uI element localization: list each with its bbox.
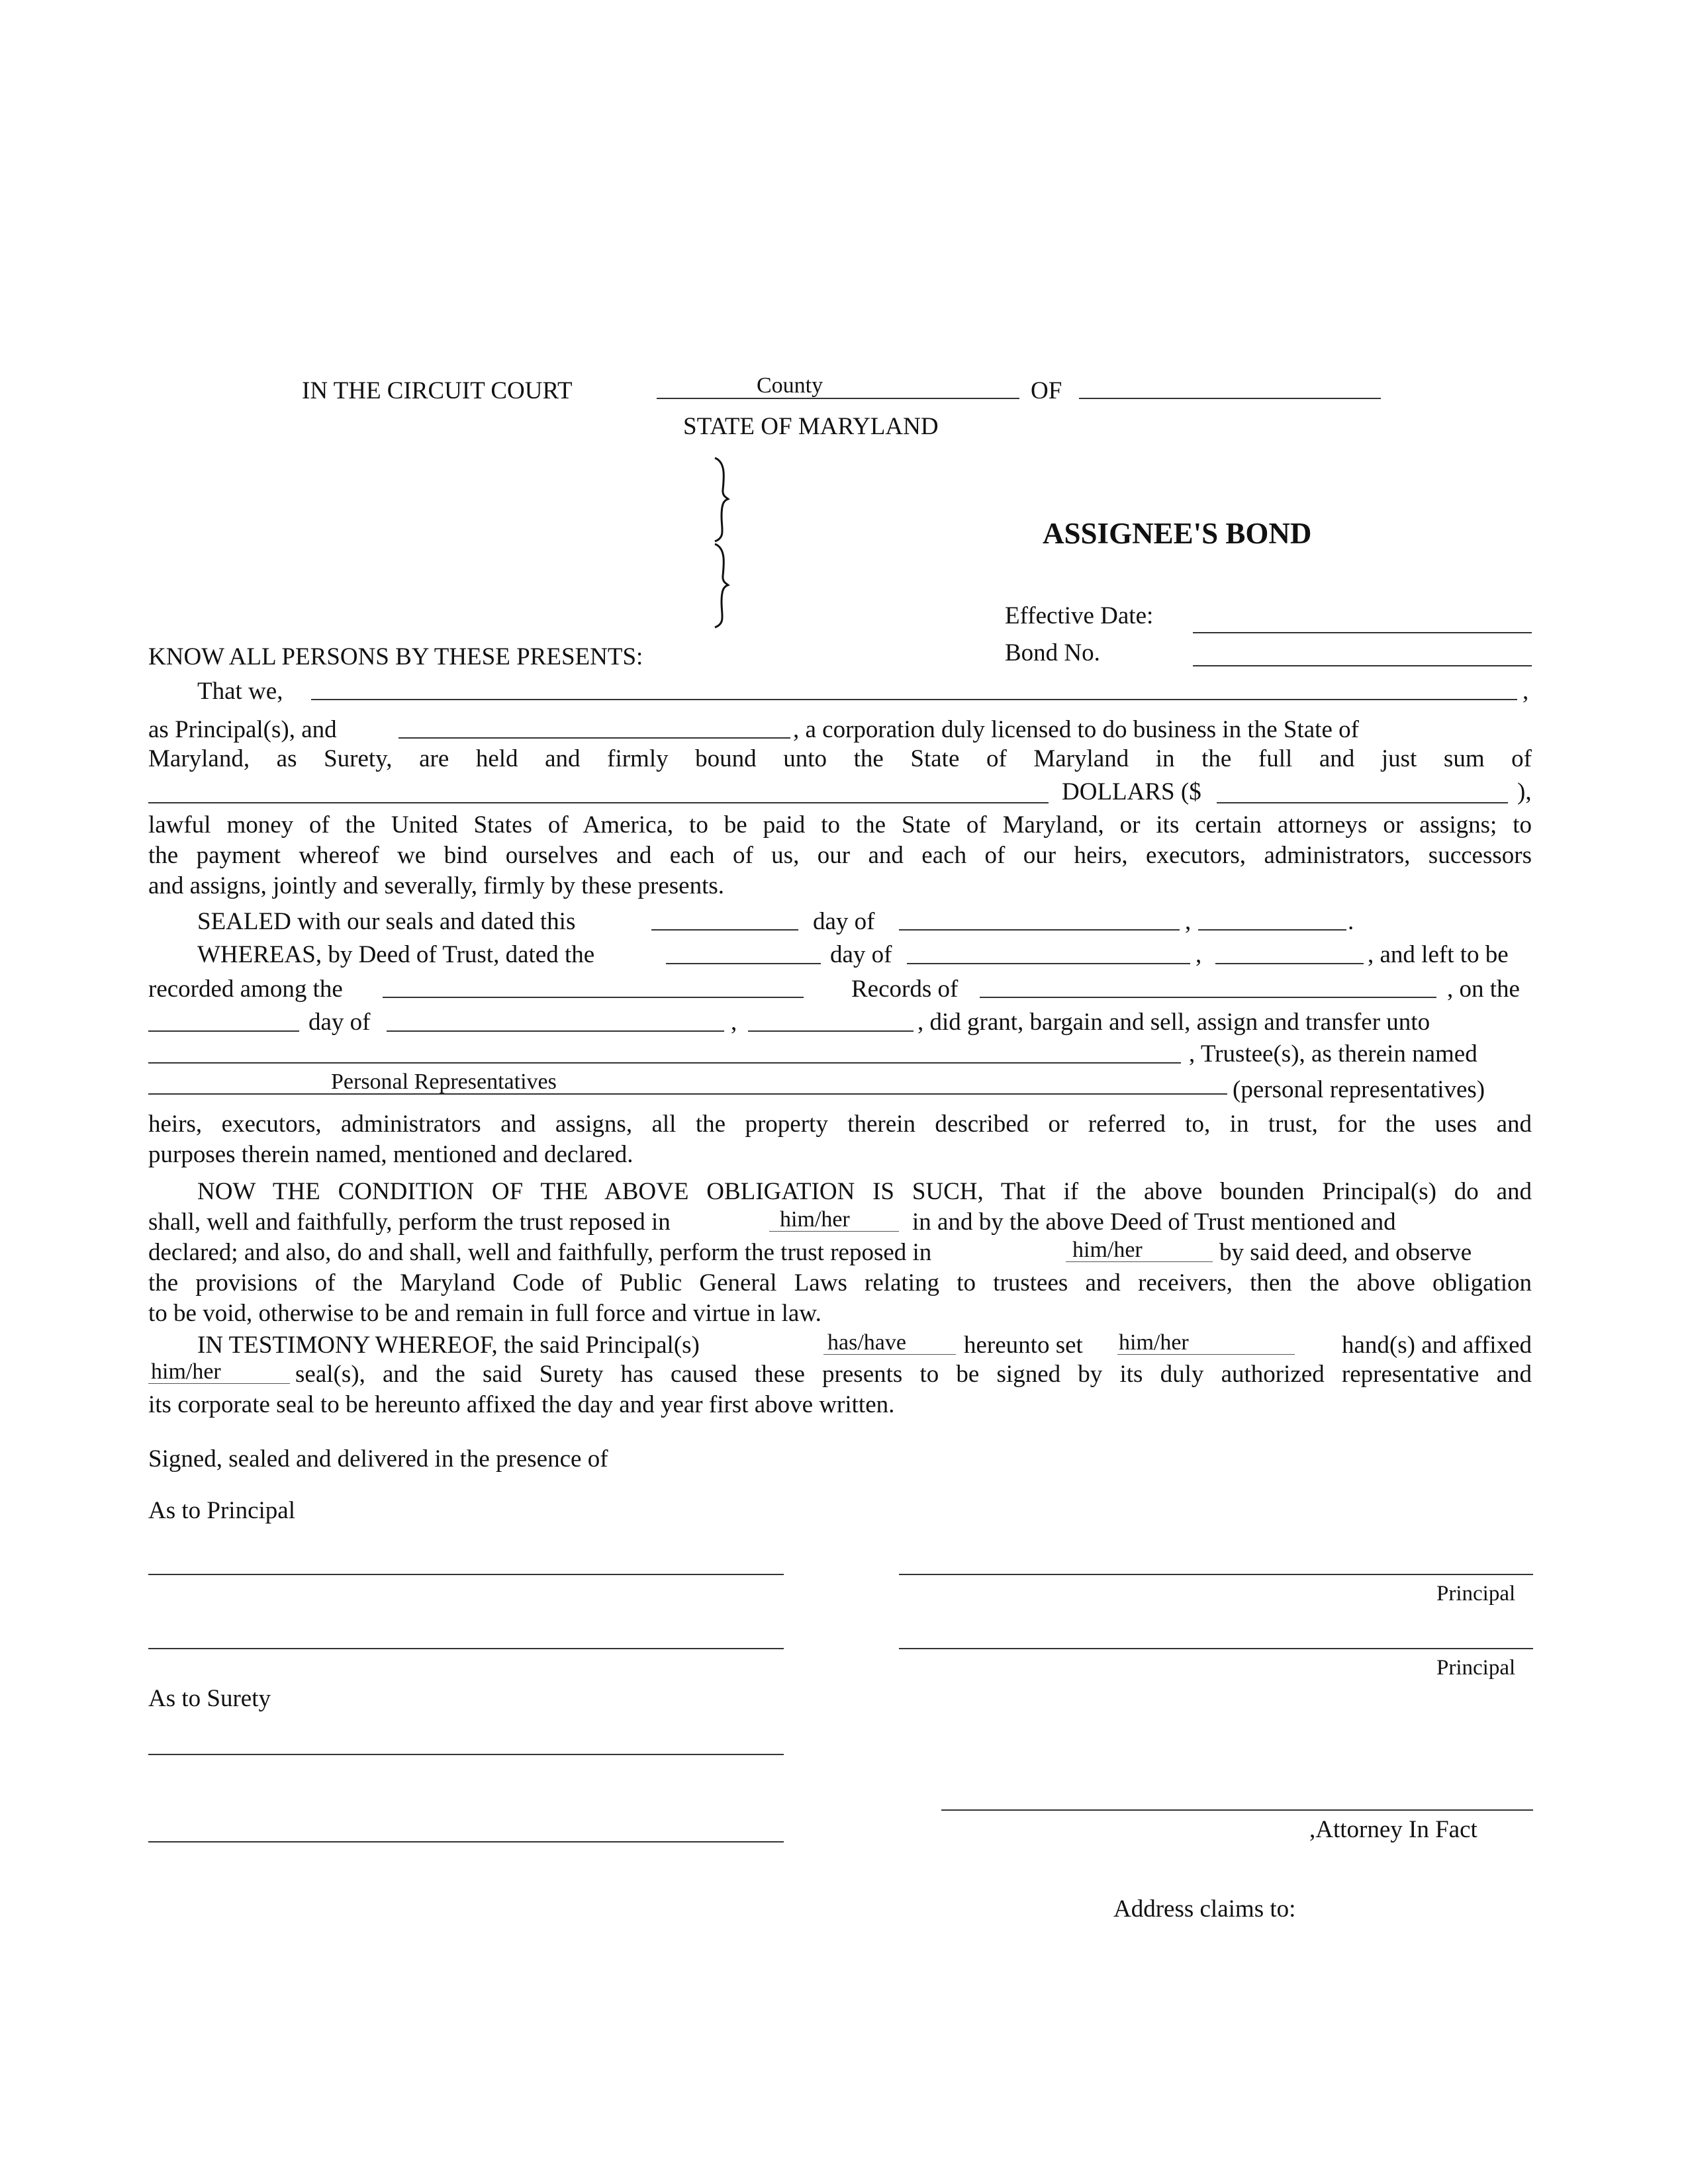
surety-line: Maryland, as Surety, are held and firmly bound unto the State of Maryland in the full and just sum of [148,745,1532,772]
personal-reps-label: (personal representatives) [1233,1076,1485,1103]
as-to-surety-label: As to Surety [148,1685,271,1712]
principal-names-field[interactable] [311,699,1517,700]
trustees-field[interactable] [148,1062,1181,1064]
address-claims-label: Address claims to: [1113,1895,1296,1923]
condition-field-1[interactable] [769,1231,899,1232]
condition-line-1: NOW THE CONDITION OF THE ABOVE OBLIGATION IS SUCH, That if the above bounden Principal(s) do and [197,1178,1532,1205]
sum-amount-field[interactable] [1217,802,1508,803]
as-principal-label: as Principal(s), and [148,716,337,743]
bond-title: ASSIGNEE'S BOND [1043,517,1312,550]
corporation-text: , a corporation duly licensed to do business in the State of [793,716,1359,743]
heirs-line: heirs, executors, administrators and assigns, all the property therein described or referred to, in trust, for the uses and [148,1111,1532,1138]
principal-witness-line-1[interactable] [148,1574,784,1575]
as-to-principal-label: As to Principal [148,1497,295,1524]
state-label: STATE OF MARYLAND [683,413,939,440]
of-line[interactable] [1079,398,1381,399]
court-label: IN THE CIRCUIT COURT [302,377,573,404]
that-we-label: That we, [197,678,283,705]
whereas-label: WHEREAS, by Deed of Trust, dated the [197,941,595,968]
principal-label-2: Principal [1436,1656,1516,1680]
deed-day-of: day of [830,941,892,968]
surety-witness-line-1[interactable] [148,1754,784,1755]
testimony-fill-2: him/her [1119,1330,1189,1355]
recorded-day-of: day of [308,1009,371,1036]
sum-words-field[interactable] [148,802,1049,803]
testimony-field-1[interactable] [823,1354,956,1355]
principal-signature-line-1[interactable] [899,1574,1533,1575]
sealed-label: SEALED with our seals and dated this [197,908,576,935]
deed-day-field[interactable] [666,963,821,964]
records-of-field[interactable] [980,997,1436,998]
condition-line-2a: shall, well and faithfully, perform the trust reposed in [148,1208,671,1236]
of-label: OF [1031,377,1062,404]
surety-name-field[interactable] [399,737,790,739]
know-all-heading: KNOW ALL PERSONS BY THESE PRESENTS: [148,643,643,670]
surety-witness-line-2[interactable] [148,1841,784,1843]
assigns-line: and assigns, jointly and severally, firmly by these presents. [148,872,725,899]
condition-fill-1: him/her [780,1207,850,1232]
bond-no-field[interactable] [1193,665,1532,666]
sealed-month-field[interactable] [899,929,1180,931]
principal-signature-line-2[interactable] [899,1648,1533,1649]
testimony-line-1b: hereunto set [964,1332,1083,1359]
left-to-be: , and left to be [1368,941,1509,968]
testimony-fill-3: him/her [151,1359,221,1384]
sealed-day-of: day of [813,908,875,935]
condition-line-3a: declared; and also, do and shall, well and faithfully, perform the trust reposed in [148,1239,932,1266]
sealed-comma: , [1185,908,1192,935]
testimony-line-3: its corporate seal to be hereunto affixed the day and year first above written. [148,1391,895,1418]
records-of-label: Records of [851,976,959,1003]
condition-field-2[interactable] [1066,1261,1213,1262]
bracket-icon [708,457,735,629]
testimony-line-1a: IN TESTIMONY WHEREOF, the said Principal(s) [197,1332,700,1359]
personal-reps-fill: Personal Representatives [331,1069,557,1094]
grant-text: , did grant, bargain and sell, assign and transfer unto [917,1009,1430,1036]
sealed-year-field[interactable] [1198,929,1346,931]
signed-sealed-text: Signed, sealed and delivered in the presence of [148,1445,608,1473]
purposes-line: purposes therein named, mentioned and declared. [148,1141,633,1168]
condition-line-3b: by said deed, and observe [1219,1239,1472,1266]
condition-fill-2: him/her [1072,1238,1143,1262]
on-the-label: , on the [1447,976,1520,1003]
testimony-field-2[interactable] [1117,1354,1295,1355]
testimony-line-2b: seal(s), and the said Surety has caused these presents to be signed by its duly authorized representative and [295,1361,1532,1388]
deed-comma: , [1196,941,1202,968]
recorded-month-field[interactable] [387,1030,724,1032]
dollars-close: ), [1517,778,1532,805]
attorney-signature-line[interactable] [941,1809,1533,1811]
condition-line-5: to be void, otherwise to be and remain in full force and virtue in law. [148,1300,821,1327]
testimony-line-1c: hand(s) and affixed [1342,1332,1532,1359]
effective-date-label: Effective Date: [1005,602,1154,629]
recorded-among-label: recorded among the [148,976,343,1003]
lawful-money-line: lawful money of the United States of America, to be paid to the State of Maryland, or its certain attorneys or assigns; to [148,811,1532,839]
testimony-field-3[interactable] [148,1383,290,1384]
principal-label-1: Principal [1436,1582,1516,1606]
county-line[interactable] [657,398,1019,399]
trustees-text: , Trustee(s), as therein named [1189,1040,1477,1068]
dollars-label: DOLLARS ($ [1062,778,1201,805]
sealed-day-field[interactable] [651,929,798,931]
deed-month-field[interactable] [907,963,1190,964]
effective-date-field[interactable] [1193,632,1532,633]
comma: , [1523,678,1529,705]
recorded-comma: , [731,1009,737,1036]
deed-year-field[interactable] [1215,963,1364,964]
recorded-year-field[interactable] [748,1030,914,1032]
recorded-among-field[interactable] [383,997,804,998]
payment-line: the payment whereof we bind ourselves and each of us, our and each of our heirs, executors, administrators, successors [148,842,1532,869]
condition-line-2b: in and by the above Deed of Trust mentioned and [912,1208,1396,1236]
bond-no-label: Bond No. [1005,639,1100,666]
sealed-period: . [1348,908,1354,935]
condition-line-4: the provisions of the Maryland Code of Public General Laws relating to trustees and receivers, then the above obligation [148,1269,1532,1297]
attorney-label: ,Attorney In Fact [1309,1816,1477,1843]
county-fill: County [757,373,823,398]
recorded-day-field[interactable] [148,1030,299,1032]
principal-witness-line-2[interactable] [148,1648,784,1649]
personal-reps-field[interactable] [148,1093,1227,1095]
testimony-fill-1: has/have [827,1330,906,1355]
